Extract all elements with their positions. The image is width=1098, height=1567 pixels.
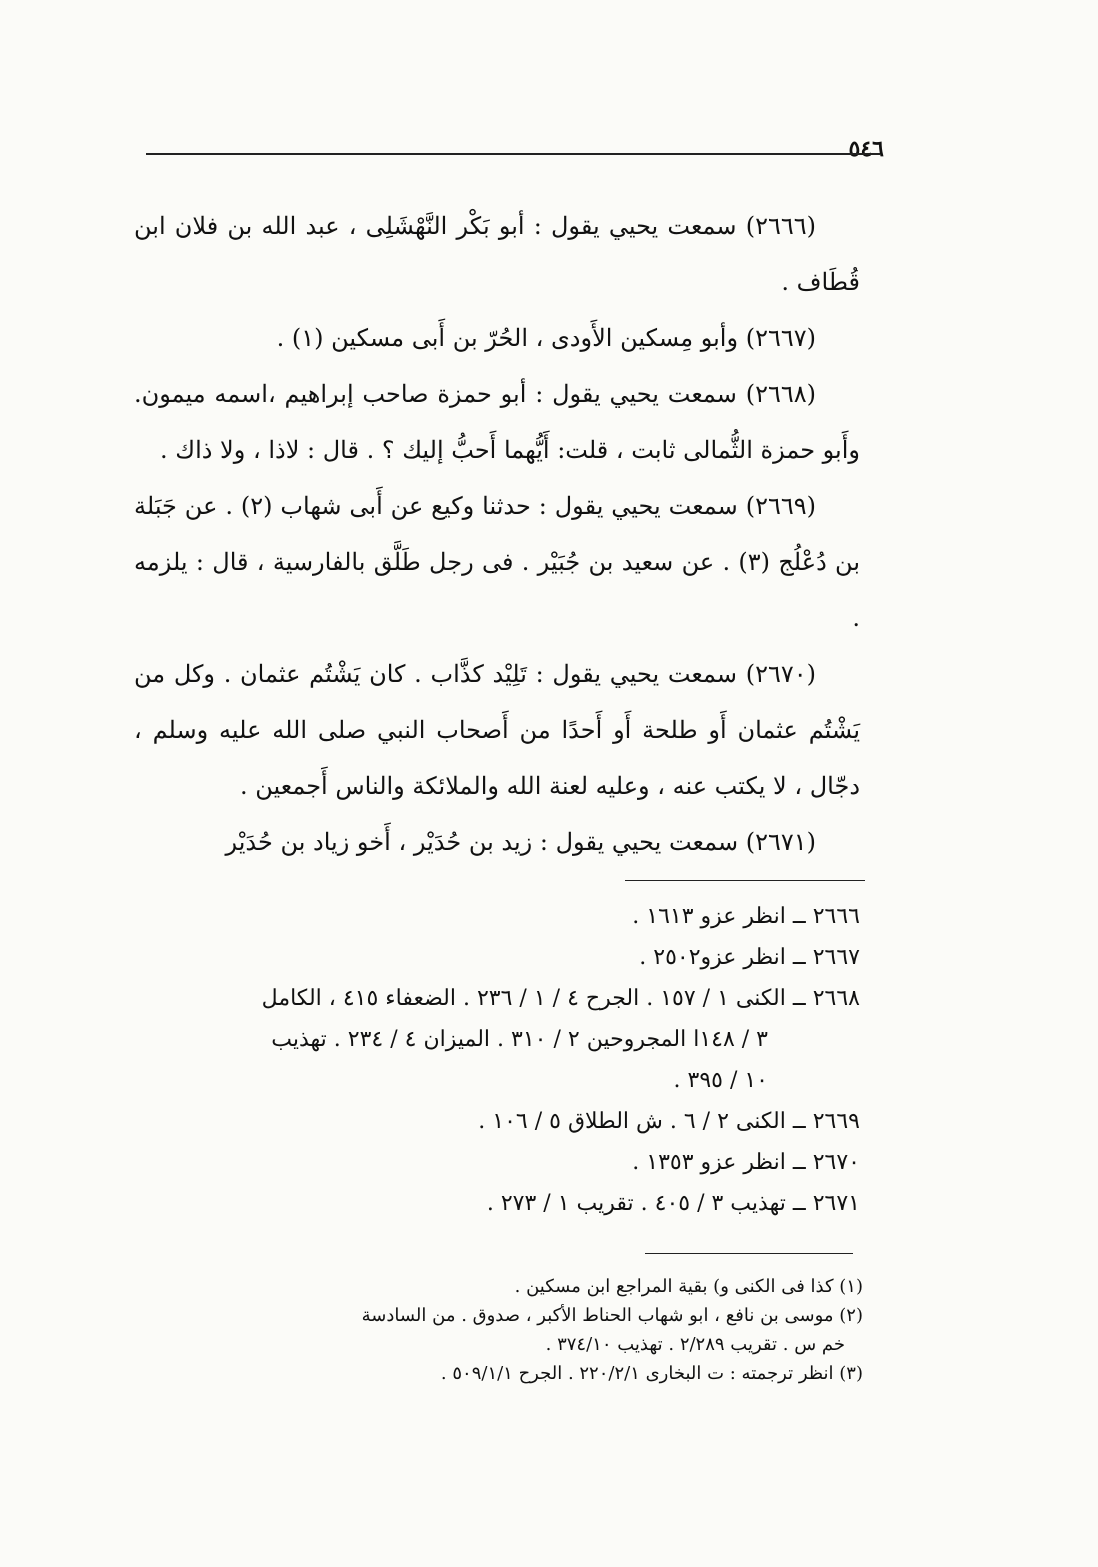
references <box>118 896 860 1224</box>
reference-item: ٢٦٧٠ ــ انظر عزو ١٣٥٣ . <box>632 1150 860 1175</box>
references-rule <box>625 880 865 881</box>
entry-2667: (٢٦٦٧) وأبو مِسكين الأَودى ، الحُرّ بن أَبى مسكين (١) . <box>276 324 816 352</box>
page-number: ٥٤٦ <box>848 136 884 162</box>
reference-item: ٢٦٦٧ ــ انظر عزو٢٥٠٢ . <box>639 945 860 970</box>
reference-item: ١٠ / ٣٩٥ . <box>673 1068 768 1093</box>
reference-item: ٢٦٦٨ ــ الكنى ١ / ١٥٧ . الجرح ٤ / ١ / ٢٣٦ . الضعفاء ٤١٥ ، الكامل <box>261 986 860 1011</box>
reference-item: ٢٦٧١ ــ تهذيب ٣ / ٤٠٥ . تقريب ١ / ٢٧٣ . <box>486 1191 860 1216</box>
entry-2666: (٢٦٦٦) سمعت يحيي يقول : أبو بَكْر النَّهْشَلِى ، عبد الله بن فلان ابن قُطَاف . <box>134 212 860 296</box>
entry-2668: (٢٦٦٨) سمعت يحيي يقول : أبو حمزة صاحب إبراهيم ،اسمه ميمون. وأَبو حمزة الثُّمالى ثابت ، قلت: أَيُّهما أَحبُّ إليك ؟ . قال : لاذا ، ولا ذاك . <box>134 380 860 464</box>
footnotes <box>100 1272 863 1388</box>
footnote-2: (٢) موسى بن نافع ، ابو شهاب الحناط الأكبر ، صدوق . من السادسة <box>361 1305 863 1326</box>
footnotes-rule <box>645 1253 853 1254</box>
entry-2671: (٢٦٧١) سمعت يحيي يقول : زيد بن حُدَيْر ، أَخو زياد بن حُدَيْر <box>225 828 816 856</box>
header-rule <box>146 153 880 155</box>
reference-item: ٣ / ١٤٨ا المجروحين ٢ / ٣١٠ . الميزان ٤ / ٢٣٤ . تهذيب <box>271 1027 768 1052</box>
main-text <box>134 198 860 870</box>
footnote-2-continued: خم س . تقريب ٢/٢٨٩ . تهذيب ٣٧٤/١٠ . <box>545 1334 845 1355</box>
reference-item: ٢٦٦٦ ــ انظر عزو ١٦١٣ . <box>632 904 860 929</box>
entry-2670: (٢٦٧٠) سمعت يحيي يقول : تَلِيْد كذَّاب . كان يَشْتُم عثمان . وكل من يَشْتُم عثمان أَو طلحة أَو أَحدًا من أَصحاب النبي صلى الله عليه وسلم ، دجّال ، لا يكتب عنه ، وعليه لعنة الله والملائكة والناس أَجمعين . <box>134 660 860 800</box>
reference-item: ٢٦٦٩ ــ الكنى ٢ / ٦ . ش الطلاق ٥ / ١٠٦ . <box>478 1109 860 1134</box>
footnote-3: (٣) انظر ترجمته : ت البخارى ٢٢٠/٢/١ . الجرح ٥٠٩/١/١ . <box>440 1363 863 1384</box>
footnote-1: (١) كذا فى الكنى و) بقية المراجع ابن مسكين . <box>514 1276 863 1297</box>
entry-2669: (٢٦٦٩) سمعت يحيي يقول : حدثنا وكيع عن أَبى شهاب (٢) . عن جَبَلة بن دُعْلُج (٣) . عن سعيد بن جُبَيْر . فى رجل طَلَّق بالفارسية ، قال : يلزمه . <box>134 492 861 632</box>
